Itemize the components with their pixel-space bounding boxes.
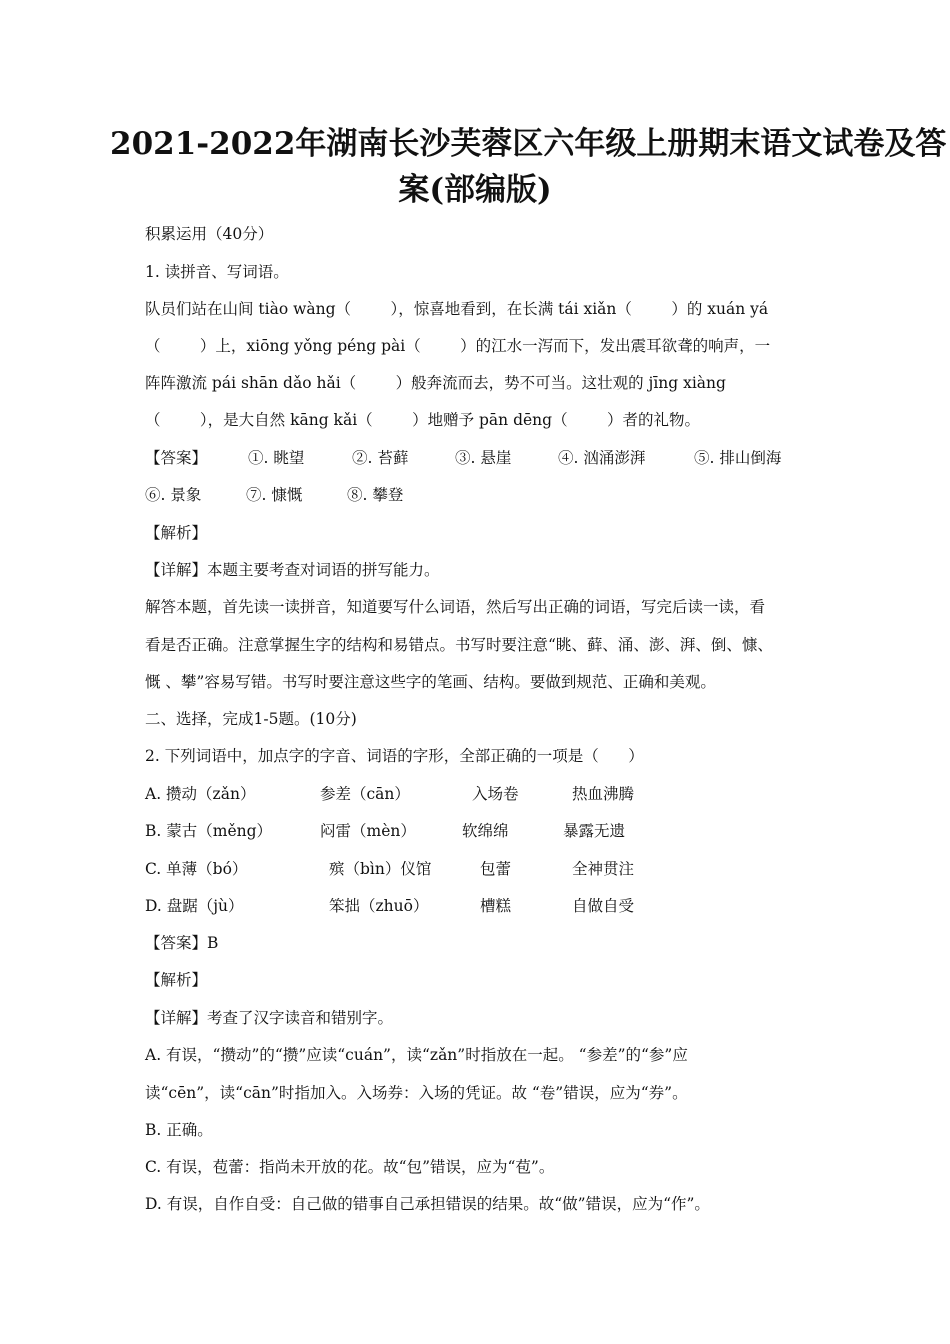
option-d-word-3: 槽糕 — [480, 897, 512, 915]
option-d-word-1: D. 盘踞（jù） — [145, 897, 244, 915]
document-title-line-1: 2021-2022年湖南长沙芙蓉区六年级上册期末语文试卷及答 — [110, 126, 947, 162]
detail-line: 【详解】考查了汉字读音和错别字。 — [145, 1009, 394, 1027]
question-stem: 1. 读拼音、写词语。 — [145, 263, 289, 281]
option-b-word-3: 软绵绵 — [462, 822, 509, 840]
passage-line: （ ），是大自然 kāng kǎi（ ）地赠予 pān dēng（ ）者的礼物。 — [145, 411, 700, 429]
passage-line: （ ）上，xiōng yǒng péng pài（ ）的江水一泻而下，发出震耳欲聋的响声，一 — [145, 337, 771, 355]
answer-item: ⑤. 排山倒海 — [694, 449, 782, 467]
explanation-line: C. 有误，苞蕾：指尚未开放的花。故“包”错误，应为“苞”。 — [145, 1158, 555, 1176]
detail-line: 【详解】本题主要考查对词语的拼写能力。 — [145, 561, 440, 579]
option-c-word-4: 全神贯注 — [572, 860, 635, 878]
option-b-word-1: B. 蒙古（měng） — [145, 822, 273, 840]
option-a-word-2: 参差（cān） — [320, 785, 410, 803]
explanation-line: D. 有误，自作自受：自己做的错事自己承担错误的结果。故“做”错误，应为“作”。 — [145, 1195, 710, 1213]
answer-tag: 【答案】 — [145, 449, 208, 467]
answer-item: ⑧. 攀登 — [347, 486, 404, 504]
option-a-word-1: A. 攒动（zǎn） — [145, 785, 256, 803]
explanation-line: 看是否正确。注意掌握生字的结构和易错点。书写时要注意“眺、藓、涌、澎、湃、倒、慷、 — [145, 636, 773, 654]
answer-item: ③. 悬崖 — [455, 449, 512, 467]
analysis-tag: 【解析】 — [145, 971, 208, 989]
option-d-word-4: 自做自受 — [572, 897, 635, 915]
answer-item: ④. 汹涌澎湃 — [558, 449, 646, 467]
option-b-word-4: 暴露无遗 — [563, 822, 626, 840]
explanation-line: 读“cēn”，读“cān”时指加入。入场券：入场的凭证。故 “卷”错误，应为“券”。 — [145, 1084, 688, 1102]
answer-line: 【答案】B — [145, 934, 219, 952]
option-c-word-3: 包蕾 — [480, 860, 512, 878]
section-heading: 积累运用（40分） — [145, 225, 274, 243]
passage-line: 队员们站在山间 tiào wàng（ ），惊喜地看到，在长满 tái xiǎn（ ）的 xuán yá — [145, 300, 769, 318]
explanation-line: 慨 、攀”容易写错。书写时要注意这些字的笔画、结构。要做到规范、正确和美观。 — [145, 673, 716, 691]
analysis-tag: 【解析】 — [145, 524, 208, 542]
answer-item: ⑥. 景象 — [145, 486, 202, 504]
option-c-word-1: C. 单薄（bó） — [145, 860, 248, 878]
explanation-line: A. 有误，“攒动”的“攒”应读“cuán”，读“zǎn”时指放在一起。 “参差”的“参”应 — [145, 1046, 688, 1064]
explanation-line: 解答本题，首先读一读拼音，知道要写什么词语，然后写出正确的词语，写完后读一读，看 — [145, 598, 766, 616]
document-title-line-2: 案(部编版) — [398, 172, 552, 208]
answer-item: ②. 苔藓 — [352, 449, 409, 467]
option-a-word-3: 入场卷 — [472, 785, 519, 803]
option-d-word-2: 笨拙（zhuō） — [329, 897, 429, 915]
question-stem: 2. 下列词语中，加点字的字音、词语的字形，全部正确的一项是（ ） — [145, 747, 644, 765]
answer-item: ①. 眺望 — [248, 449, 305, 467]
option-c-word-2: 殡（bìn）仪馆 — [329, 860, 432, 878]
option-b-word-2: 闷雷（mèn） — [320, 822, 416, 840]
explanation-line: B. 正确。 — [145, 1121, 213, 1139]
section-heading: 二、选择，完成1-5题。(10分) — [145, 710, 357, 728]
option-a-word-4: 热血沸腾 — [572, 785, 635, 803]
answer-item: ⑦. 慷慨 — [246, 486, 303, 504]
passage-line: 阵阵激流 pái shān dǎo hǎi（ ）般奔流而去，势不可当。这壮观的 jīng xiàng — [145, 374, 726, 392]
